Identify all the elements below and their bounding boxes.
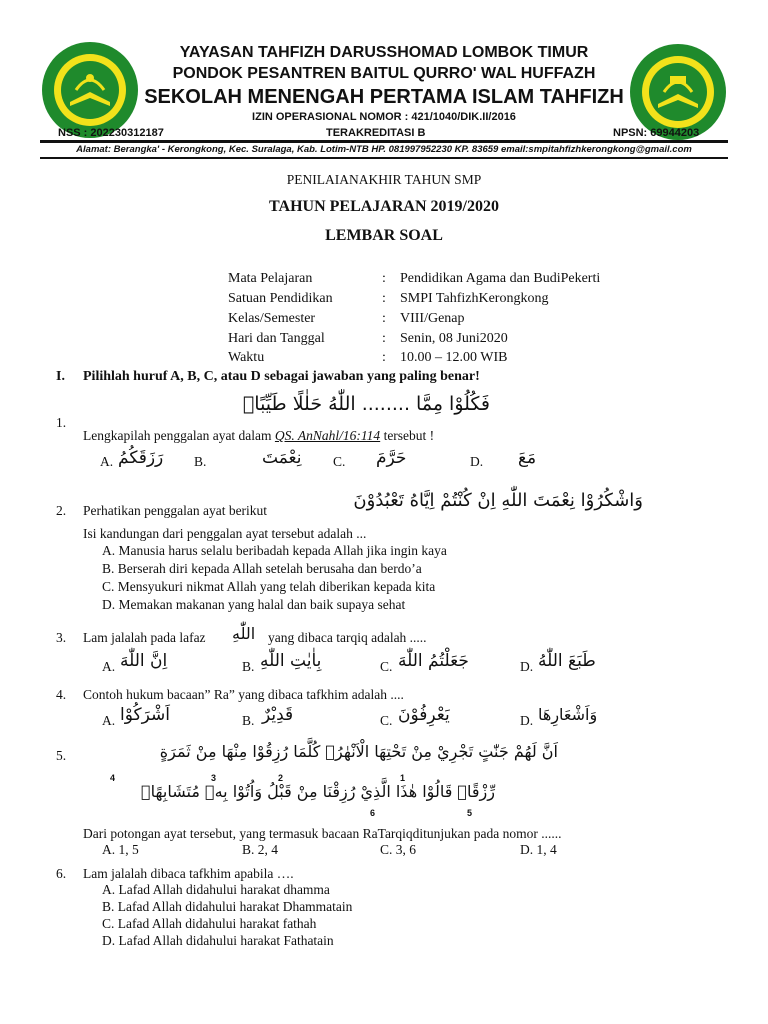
header-rule-bottom — [40, 157, 728, 159]
option-d-arabic: طَبَعَ اللّٰهُ — [538, 651, 596, 671]
verse-line-2: رِّزْقًاۙ قَالُوْا هٰذَا الَّذِيْ رُزِقْنَا مِنْ قَبْلُ وَاُتُوْا بِهٖ مُتَشَابِهًاۗ — [141, 782, 495, 801]
sheet-title: LEMBAR SOAL — [325, 227, 443, 244]
option-d[interactable]: D. — [470, 454, 484, 469]
option-c-arabic: جَعَلْتُمُ اللّٰهَ — [398, 651, 469, 671]
option-c[interactable]: C. Lafad Allah didahului harakat fathah — [102, 916, 317, 931]
option-c-arabic: حَرَّمَ — [376, 448, 407, 468]
option-a[interactable]: A. — [102, 659, 116, 674]
info-sep: : — [382, 331, 386, 346]
question-number: 2. — [56, 503, 67, 518]
option-d[interactable]: D. — [520, 659, 534, 674]
marker-5: 5 — [467, 808, 473, 818]
question-text-end: yang dibaca tarqiq adalah ..... — [268, 630, 427, 645]
academic-year: TAHUN PELAJARAN 2019/2020 — [269, 198, 499, 215]
school-address: Alamat: Berangka' - Kerongkong, Kec. Suralaga, Kab. Lotim-NTB HP. 081997952230 KP. 83659 email:smpitahfizhkerongkong@gmail.com — [76, 144, 692, 155]
option-a[interactable]: A. Manusia harus selalu beribadah kepada Allah jika ingin kaya — [102, 543, 447, 558]
info-value: VIII/Genap — [400, 311, 465, 326]
accreditation: TERAKREDITASI B — [326, 127, 426, 139]
question-text: Lam jalalah dibaca tafkhim apabila …. — [83, 866, 294, 881]
option-c[interactable]: C. — [333, 454, 346, 469]
info-value: Senin, 08 Juni2020 — [400, 331, 508, 346]
option-a[interactable]: A. 1, 5 — [102, 842, 139, 857]
question-arabic: وَاشْكُرُوْا نِعْمَتَ اللّٰهِ اِنْ كُنْتُمْ اِيَّاهُ تَعْبُدُوْنَ — [353, 490, 643, 511]
question-text: Contoh hukum bacaan” Ra” yang dibaca tafkhim adalah .... — [83, 687, 404, 702]
foundation-logo — [40, 40, 140, 140]
question-number: 4. — [56, 687, 67, 702]
info-label: Mata Pelajaran — [228, 271, 313, 286]
school-name: SEKOLAH MENENGAH PERTAMA ISLAM TAHFIZH — [144, 86, 624, 108]
option-c[interactable]: C. — [380, 659, 393, 674]
option-b-arabic: نِعْمَتَ — [262, 448, 302, 468]
option-d[interactable]: D. Memakan makanan yang halal dan baik supaya sehat — [102, 597, 406, 612]
option-a-arabic: اَشْرَكُوْا — [120, 705, 170, 725]
verse-line-1: اَنَّ لَهُمْ جَنّٰتٍ تَجْرِيْ مِنْ تَحْتِهَا الْاَنْهٰرُۗ كُلَّمَا رُزِقُوْا مِنْهَا مِنْ ثَمَرَةٍ — [159, 742, 558, 761]
option-c[interactable]: C. — [380, 713, 393, 728]
option-b[interactable]: B. Berserah diri kepada Allah setelah berusaha dan berdo’a — [102, 561, 422, 576]
izin-operasional: IZIN OPERASIONAL NOMOR : 421/1040/DIK.II/2016 — [252, 111, 516, 123]
marker-6: 6 — [370, 808, 376, 818]
option-b[interactable]: B. Lafad Allah didahului harakat Dhammatain — [102, 899, 353, 914]
question-text: Lam jalalah pada lafaz — [83, 630, 206, 645]
option-c-arabic: يَعْرِفُوْنَ — [398, 705, 450, 725]
marker-4: 4 — [110, 773, 116, 783]
npsn-number: NPSN: 69944203 — [613, 127, 700, 139]
info-label: Hari dan Tanggal — [228, 331, 325, 346]
question-subtext: Isi kandungan dari penggalan ayat tersebut adalah ... — [83, 526, 367, 541]
option-c[interactable]: C. 3, 6 — [380, 842, 417, 857]
info-sep: : — [382, 311, 386, 326]
option-a-arabic: رَزَقَكُمُ — [118, 448, 164, 468]
header-rule-top — [40, 140, 728, 143]
foundation-name: YAYASAN TAHFIZH DARUSSHOMAD LOMBOK TIMUR — [179, 44, 589, 61]
option-b[interactable]: B. — [242, 659, 255, 674]
question-arabic: فَكُلُوْا مِمَّا ........ اللّٰهُ حَلٰلًا طَيِّبًاۖ — [242, 393, 490, 415]
option-d[interactable]: D. — [520, 713, 534, 728]
option-c[interactable]: C. Mensyukuri nikmat Allah yang telah diberikan kepada kita — [102, 579, 436, 594]
question-number: 3. — [56, 630, 67, 645]
pesantren-name: PONDOK PESANTREN BAITUL QURRO' WAL HUFFAZH — [172, 65, 596, 82]
info-label: Satuan Pendidikan — [228, 291, 333, 306]
question-text: Dari potongan ayat tersebut, yang termasuk bacaan RaTarqiqditunjukan pada nomor ...... — [83, 826, 562, 841]
question-text: Lengkapilah penggalan ayat dalam QS. AnNahl/16:114 tersebut ! — [83, 428, 435, 443]
section-instruction: Pilihlah huruf A, B, C, atau D sebagai jawaban yang paling benar! — [83, 369, 480, 384]
info-value: SMPI TahfizhKerongkong — [400, 291, 549, 306]
info-sep: : — [382, 291, 386, 306]
option-d-arabic: مَعَ — [518, 448, 537, 468]
info-sep: : — [382, 350, 386, 365]
exam-title: PENILAIANAKHIR TAHUN SMP — [286, 172, 482, 187]
info-label: Waktu — [228, 350, 265, 365]
option-b[interactable]: B. — [242, 713, 255, 728]
option-a[interactable]: A. — [102, 713, 116, 728]
question-number: 5. — [56, 748, 67, 763]
info-label: Kelas/Semester — [228, 311, 316, 326]
marker-3: 3 — [211, 773, 217, 783]
option-b[interactable]: B. — [194, 454, 207, 469]
option-b[interactable]: B. 2, 4 — [242, 842, 279, 857]
info-value: 10.00 – 12.00 WIB — [400, 350, 508, 365]
info-value: Pendidikan Agama dan BudiPekerti — [400, 271, 601, 286]
option-d-arabic: وَاَشْعَارِهَا — [538, 705, 598, 724]
option-a[interactable]: A. — [100, 454, 114, 469]
question-number: 6. — [56, 866, 67, 881]
option-b-arabic: بِاٰيٰتِ اللّٰهِ — [260, 651, 322, 671]
marker-1: 1 — [400, 773, 406, 783]
option-d[interactable]: D. 1, 4 — [520, 842, 557, 857]
option-b-arabic: قَدِيْرٌ — [262, 705, 294, 725]
question-arabic: اللّٰهِ — [232, 624, 256, 643]
question-number: 1. — [56, 415, 67, 430]
option-a[interactable]: A. Lafad Allah didahului harakat dhamma — [102, 882, 330, 897]
section-number: I. — [56, 369, 65, 384]
info-sep: : — [382, 271, 386, 286]
question-text: Perhatikan penggalan ayat berikut — [83, 503, 268, 518]
nss-number: NSS : 202230312187 — [58, 127, 164, 139]
option-a-arabic: اِنَّ اللّٰهَ — [120, 651, 168, 671]
option-d[interactable]: D. Lafad Allah didahului harakat Fathatain — [102, 933, 334, 948]
marker-2: 2 — [278, 773, 284, 783]
